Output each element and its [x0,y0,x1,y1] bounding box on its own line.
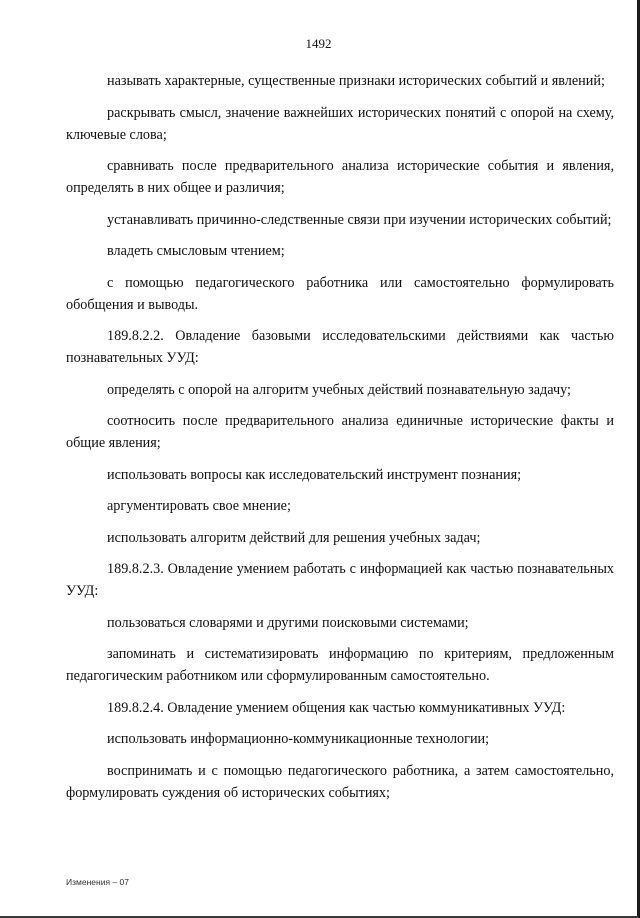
paragraph: аргументировать свое мнение; [107,498,291,514]
footer-note: Изменения – 07 [66,877,129,887]
section-heading-paragraph: 189.8.2.4. Овладение умением общения как частью коммуникативных УУД: [107,699,566,716]
paragraph: сравнивать после предварительного анализа исторические события и явления, определять в них общее и различия; [66,158,614,196]
paragraph: использовать вопросы как исследовательский инструмент познания; [107,466,522,483]
paragraph: устанавливать причинно-следственные связи при изучении исторических событий; [107,211,612,228]
paragraph: пользоваться словарями и другими поисковыми системами; [107,614,469,631]
body-text [66,70,614,813]
paragraph: запоминать и систематизировать информацию по критериям, предложенным педагогическим работником или сформулированным самостоятельно. [66,646,614,684]
paragraph: называть характерные, существенные признаки исторических событий и явлений; [107,73,605,89]
paragraph: раскрывать смысл, значение важнейших исторических понятий с опорой на схему, ключевые слова; [66,104,614,143]
paragraph: воспринимать и с помощью педагогического работника, а затем самостоятельно, формулировать суждения об исторических событиях; [66,762,614,801]
paragraph: соотносить после предварительного анализа единичные исторические факты и общие явления; [66,413,614,451]
paragraph: с помощью педагогического работника или самостоятельно формулировать обобщения и выводы. [66,274,614,313]
page-number: 1492 [305,36,332,51]
paragraph: использовать алгоритм действий для решения учебных задач; [107,529,481,546]
section-heading-paragraph: 189.8.2.3. Овладение умением работать с информацией как частью познавательных УУД: [66,561,614,599]
paragraph: использовать информационно-коммуникационные технологии; [107,731,490,747]
section-heading-paragraph: 189.8.2.2. Овладение базовыми исследовательскими действиями как частью познавательных УУД: [66,328,614,366]
paragraph: владеть смысловым чтением; [107,243,285,259]
paragraph: определять с опорой на алгоритм учебных действий познавательную задачу; [107,381,571,398]
